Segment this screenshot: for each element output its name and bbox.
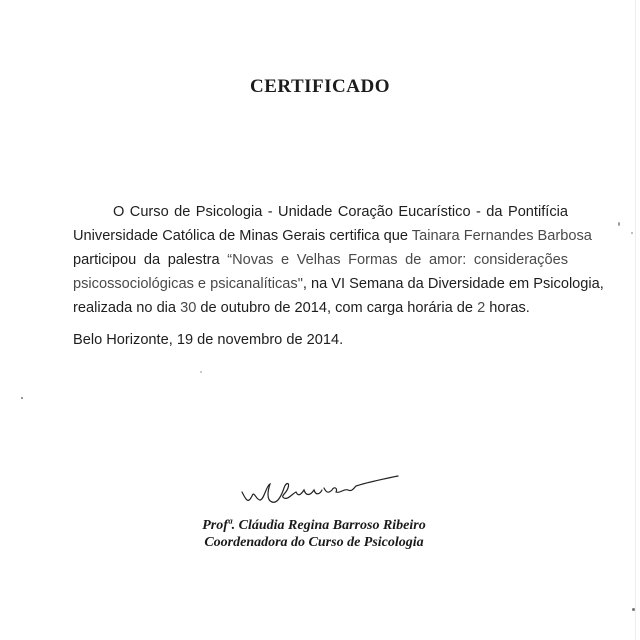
body-text-segment: O Curso de Psicologia - Unidade Coração Eucarístico - da Pontifícia bbox=[113, 204, 568, 220]
event-day: 30 bbox=[180, 300, 197, 316]
body-line-4 bbox=[73, 272, 604, 296]
certificate-title: CERTIFICADO bbox=[250, 76, 390, 97]
scan-speck bbox=[200, 371, 202, 373]
signer-role: Coordenadora do Curso de Psicologia bbox=[204, 535, 424, 550]
place-and-date: Belo Horizonte, 19 de novembro de 2014. bbox=[73, 332, 344, 348]
signer-name: Profª. Cláudia Regina Barroso Ribeiro bbox=[202, 518, 426, 533]
body-text-segment: participou da palestra bbox=[73, 252, 228, 268]
body-line-3 bbox=[73, 248, 568, 272]
body-line-1 bbox=[73, 200, 568, 224]
lecture-title-part-1: “Novas e Velhas Formas de amor: considerações bbox=[227, 252, 568, 268]
certificate-body bbox=[73, 200, 604, 320]
body-text-segment: Universidade Católica de Minas Gerais certifica que bbox=[73, 228, 412, 244]
body-text-segment: de outubro de 2014, com carga horária de bbox=[196, 300, 478, 316]
lecture-title-part-2: psicossociológicas e psicanalíticas" bbox=[73, 276, 303, 292]
scan-speck bbox=[631, 232, 633, 234]
hours-value: 2 bbox=[477, 300, 486, 316]
scan-speck bbox=[618, 222, 620, 226]
body-text-segment: realizada no dia bbox=[73, 300, 181, 316]
scan-speck bbox=[21, 397, 23, 399]
scan-speck bbox=[632, 608, 635, 611]
body-line-2 bbox=[73, 224, 592, 248]
body-text-segment: , na VI Semana da Diversidade em Psicologia, bbox=[302, 276, 604, 292]
body-text-segment: horas. bbox=[485, 300, 530, 316]
body-line-5 bbox=[73, 296, 568, 320]
signature-icon bbox=[238, 470, 408, 512]
participant-name: Tainara Fernandes Barbosa bbox=[411, 228, 592, 244]
